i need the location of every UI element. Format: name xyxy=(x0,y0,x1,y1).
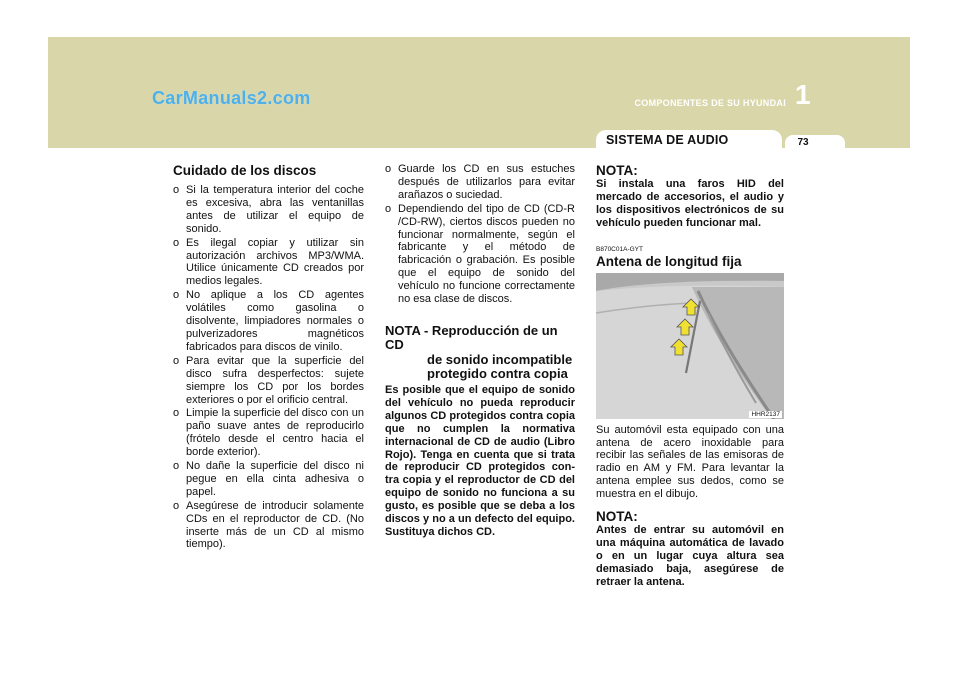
list-item-text: Para evitar que la superficie del disco sufra desperfectos: sujete siempre los CD por los bordes exteriores o por el orificio central. xyxy=(186,354,364,406)
carwash-note-heading: NOTA: xyxy=(596,509,638,525)
antenna-heading: Antena de longitud fija xyxy=(596,253,742,269)
bullet-mark: o xyxy=(173,184,180,196)
list-item-text: Si la temperatura interior del coche es excesiva, abra las ventanillas antes de utilizar el equipo de sonido. xyxy=(186,184,364,235)
list-item xyxy=(173,460,364,499)
note-title-line: NOTA - Reproducción de un CD xyxy=(385,322,558,353)
list-item-text: Dependiendo del tipo de CD (CD-R /CD-RW), ciertos discos pueden no funcionar normalmente, según el fabricante y el método de fabricación o grabación. Es posible que el equipo de sonido del vehículo no funcione correctamente no esa clase de discos. xyxy=(398,202,575,306)
antenna-description: Su automóvil esta equipado con una antena de acero inoxidable para recibir las señales de las emisoras de radio en AM y FM. Para levantar la antena emplee sus dedos, como se muestra en el dibujo. xyxy=(596,423,784,501)
chapter-number: 1 xyxy=(795,79,811,110)
disc-care-list-cont xyxy=(385,163,575,306)
list-item xyxy=(173,237,364,289)
copy-protection-note-text: Es posible que el equipo de sonido del vehículo no pueda reproducir algunos CD protegidos contra copia que no cumplen la normativa internacional de CD de audio (Libro Rojo). Tenga en cuenta que si trata de reproducir CD protegidos con-tra copia y el reproductor de CD del equipo de sonido no funciona a su gusto, es posible que se deba a los discos y no a un defecto del equipo. Sustituya dichos CD. xyxy=(385,383,575,538)
list-item-text: Guarde los CD en sus estuches después de utilizarlos para evitar arañazos o suciedad. xyxy=(398,163,575,201)
column-1 xyxy=(173,163,364,552)
list-item xyxy=(173,289,364,354)
list-item-text: No dañe la superficie del disco ni pegue en ella cinta adhesiva o papel. xyxy=(186,460,364,498)
list-item xyxy=(173,184,364,236)
copy-protection-note-title xyxy=(385,324,575,382)
column-3 xyxy=(596,163,784,589)
note-title-line: de sonido incompatible xyxy=(427,351,573,367)
list-item xyxy=(385,203,575,306)
antenna-illustration xyxy=(596,273,784,419)
reference-code: B870C01A-GYT xyxy=(596,245,643,253)
bullet-mark: o xyxy=(173,236,180,249)
list-item xyxy=(385,163,575,202)
disc-care-list xyxy=(173,184,364,551)
bullet-mark: o xyxy=(173,354,180,367)
bullet-mark: o xyxy=(385,202,392,215)
bullet-mark: o xyxy=(173,499,180,512)
photo-code: HHR2137 xyxy=(751,410,780,418)
site-logo[interactable]: CarManuals2.com xyxy=(152,88,311,108)
bullet-mark: o xyxy=(173,460,180,473)
antenna-photo xyxy=(596,273,784,419)
column-2 xyxy=(385,163,575,539)
list-item-text: Asegúrese de introducir solamente CDs en el reproductor de CD. (No inserte más de un CD al mismo tiempo). xyxy=(186,499,364,551)
hid-note-text: Si instala una faros HID del mercado de accesorios, el audio y los dispositivos electrónicos de su vehículo pueden funcionar mal. xyxy=(596,178,784,229)
carwash-note-text: Antes de entrar su automóvil en una máquina automática de lavado o en un lugar cuya altura sea demasiado baja, asegúrese de retraer la antena. xyxy=(596,524,784,588)
list-item xyxy=(173,500,364,552)
bullet-mark: o xyxy=(173,407,180,420)
list-item-text: Limpie la superficie del disco con un paño suave antes de reproducirlo (frótelo desde el centro hacia el borde exterior). xyxy=(186,407,364,459)
disc-care-heading: Cuidado de los discos xyxy=(173,163,317,178)
page-number: 73 xyxy=(797,137,809,148)
bullet-mark: o xyxy=(385,163,392,175)
bullet-mark: o xyxy=(173,289,180,302)
list-item-text: No aplique a los CD agentes volátiles como gasolina o disolvente, limpiadores normales o pulverizadores magnéticos fabricados para discos de vinilo. xyxy=(186,289,364,353)
hid-note-heading: NOTA: xyxy=(596,163,638,178)
list-item xyxy=(173,355,364,407)
list-item xyxy=(173,407,364,459)
section-label: SISTEMA DE AUDIO xyxy=(606,133,729,147)
chapter-title: COMPONENTES DE SU HYUNDAI xyxy=(634,98,786,108)
note-title-line: protegido contra copia xyxy=(427,366,568,382)
list-item-text: Es ilegal copiar y utilizar sin autorización archivos MP3/WMA. Utilice únicamente CD creados por medios legales. xyxy=(186,236,364,288)
